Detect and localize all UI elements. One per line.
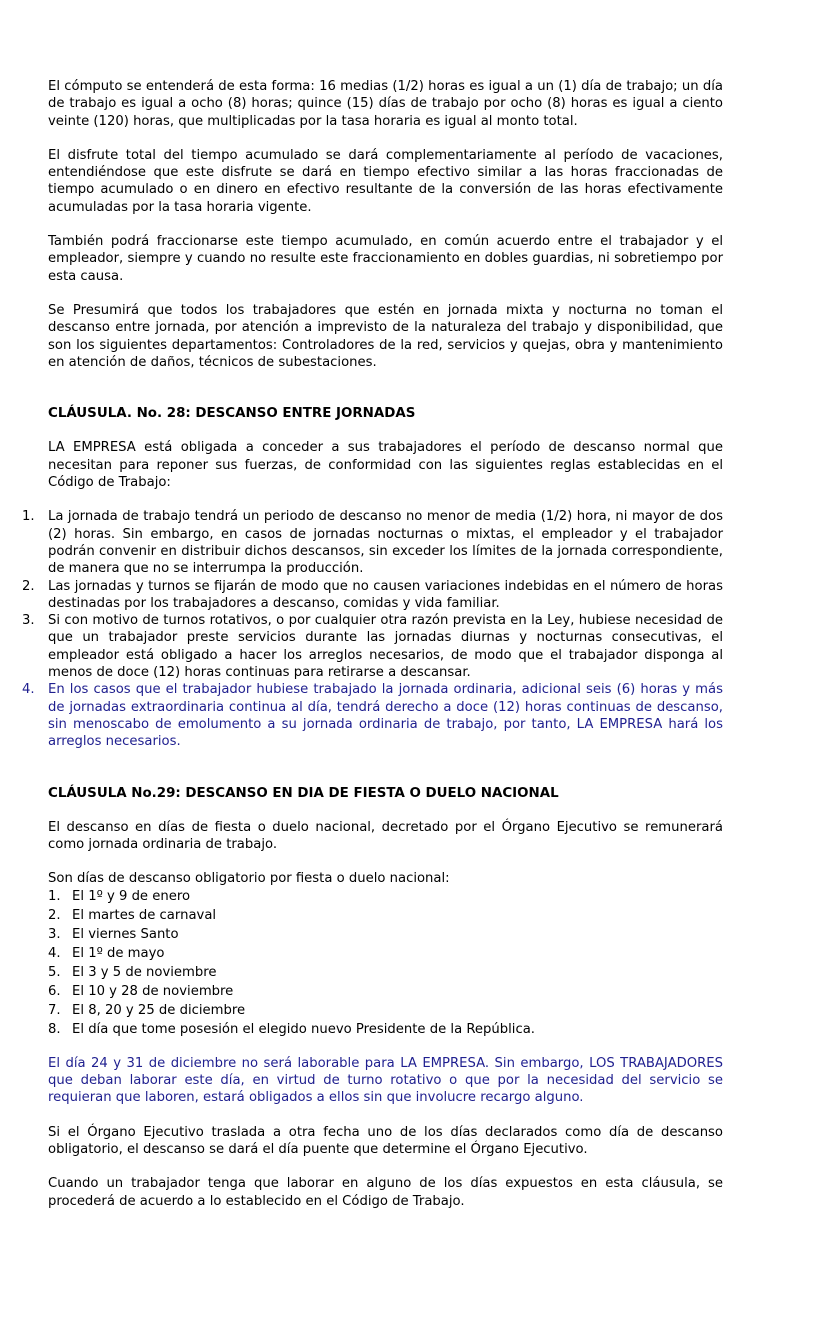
list-text: El 1º y 9 de enero [72,888,191,904]
paragraph-traslado: Si el Órgano Ejecutivo traslada a otra fecha uno de los días declarados como día de descanso obligatorio, el descanso se dará el día puente que determine el Órgano Ejecutivo. [48,1124,723,1158]
list-text: La jornada de trabajo tendrá un periodo de descanso no menor de media (1/2) hora, ni mayor de dos (2) horas. Sin embargo, en casos de jornadas nocturnas o mixtas, el empleador y el trabajador podrán convenir en distribuir dichos descansos, sin exceder los límites de la jornada correspondiente, de manera que no se interrumpa la producción. [48,509,723,577]
document-page [22,78,723,1210]
list-text: El día que tome posesión el elegido nuevo Presidente de la República. [72,1021,535,1037]
list-item [22,612,723,681]
list-item [48,1021,723,1038]
paragraph-disfrute: El disfrute total del tiempo acumulado se dará complementariamente al período de vacaciones, entendiéndose que este disfrute se dará en tiempo efectivo similar a las horas fraccionadas de tiempo acumulado o en dinero en efectivo resultante de la conversión de las horas efectivamente acumuladas por la tasa horaria vigente. [48,147,723,215]
clause-29-title: CLÁUSULA No.29: DESCANSO EN DIA DE FIESTA O DUELO NACIONAL [48,785,559,801]
list-number: 3. [22,613,35,629]
list-item [48,945,723,962]
list-item [48,888,723,905]
list-item [48,926,723,943]
list-item [48,964,723,981]
clause-28-intro: LA EMPRESA está obligada a conceder a sus trabajadores el período de descanso normal que necesitan para reponer sus fuerzas, de conformidad con las siguientes reglas establecidas en el Código de Trabajo: [48,440,723,491]
paragraph-fraccionar: También podrá fraccionarse este tiempo acumulado, en común acuerdo entre el trabajador y el empleador, siempre y cuando no resulte este fraccionamiento en dobles guardias, ni sobretiempo por esta causa. [48,234,723,284]
list-text: El 10 y 28 de noviembre [72,983,234,999]
list-number: 7. [48,1002,61,1018]
clause-29-list-intro: Son días de descanso obligatorio por fiesta o duelo nacional: [48,871,450,887]
list-item [48,907,723,924]
list-text: Si con motivo de turnos rotativos, o por cualquier otra razón prevista en la Ley, hubiese necesidad de que un trabajador preste servicios durante las jornadas diurnas y nocturnas consecutivas, el empleador está obligado a hacer los arreglos necesarios, de modo que el trabajador disponga al menos de doce (12) horas continuas para retirarse a descansar. [48,613,723,681]
list-number: 3. [48,926,61,942]
list-text: El viernes Santo [72,926,179,942]
clause-28-title: CLÁUSULA. No. 28: DESCANSO ENTRE JORNADAS [48,406,416,422]
list-text: Las jornadas y turnos se fijarán de modo que no causen variaciones indebidas en el número de horas destinadas por los trabajadores a descanso, comidas y vida familiar. [48,578,723,611]
list-item [22,681,723,750]
list-text: En los casos que el trabajador hubiese trabajado la jornada ordinaria, adicional seis (6) horas y más de jornadas extraordinaria continua al día, tendrá derecho a doce (12) horas continuas de descanso, sin menoscabo de emolumento a su jornada ordinaria de trabajo, por tanto, LA EMPRESA hará los arreglos necesarios. [48,682,723,750]
list-number: 8. [48,1021,61,1037]
paragraph-computo: El cómputo se entenderá de esta forma: 16 medias (1/2) horas es igual a un (1) día de trabajo; un día de trabajo es igual a ocho (8) horas; quince (15) días de trabajo por ocho (8) horas es igual a ciento veinte (120) horas, que multiplicadas por la tasa horaria es igual al monto total. [48,79,723,129]
list-item [22,578,723,613]
list-number: 4. [48,945,61,961]
list-text: El 1º de mayo [72,945,165,961]
clause-28-list [22,508,723,750]
clause-29-intro: El descanso en días de fiesta o duelo nacional, decretado por el Órgano Ejecutivo se remunerará como jornada ordinaria de trabajo. [48,819,723,853]
list-number: 6. [48,983,61,999]
list-item [48,1002,723,1019]
list-number: 2. [48,907,61,923]
list-number: 2. [22,578,35,594]
holiday-list [48,888,723,1038]
list-number: 4. [22,682,35,698]
list-text: El martes de carnaval [72,907,217,923]
list-text: El 3 y 5 de noviembre [72,964,217,980]
list-number: 5. [48,964,61,980]
paragraph-presumira: Se Presumirá que todos los trabajadores que estén en jornada mixta y nocturna no toman el descanso entre jornada, por atención a imprevisto de la naturaleza del trabajo y disponibilidad, que son los siguientes departamentos: Controladores de la red, servicios y quejas, obra y mantenimiento en atención de daños, técnicos de subestaciones. [48,302,723,370]
list-number: 1. [48,888,61,904]
paragraph-laborar: Cuando un trabajador tenga que laborar en alguno de los días expuestos en esta cláusula, se procederá de acuerdo a lo establecido en el Código de Trabajo. [48,1176,723,1209]
list-text: El 8, 20 y 25 de diciembre [72,1002,246,1018]
paragraph-december-note: El día 24 y 31 de diciembre no será laborable para LA EMPRESA. Sin embargo, LOS TRABAJADORES que deban laborar este día, en virtud de turno rotativo o que por la necesidad del servicio se requieran que laboren, estará obligados a ellos sin que involucre recargo alguno. [48,1055,723,1106]
list-number: 1. [22,509,35,525]
list-item [48,983,723,1000]
list-item [22,508,723,577]
